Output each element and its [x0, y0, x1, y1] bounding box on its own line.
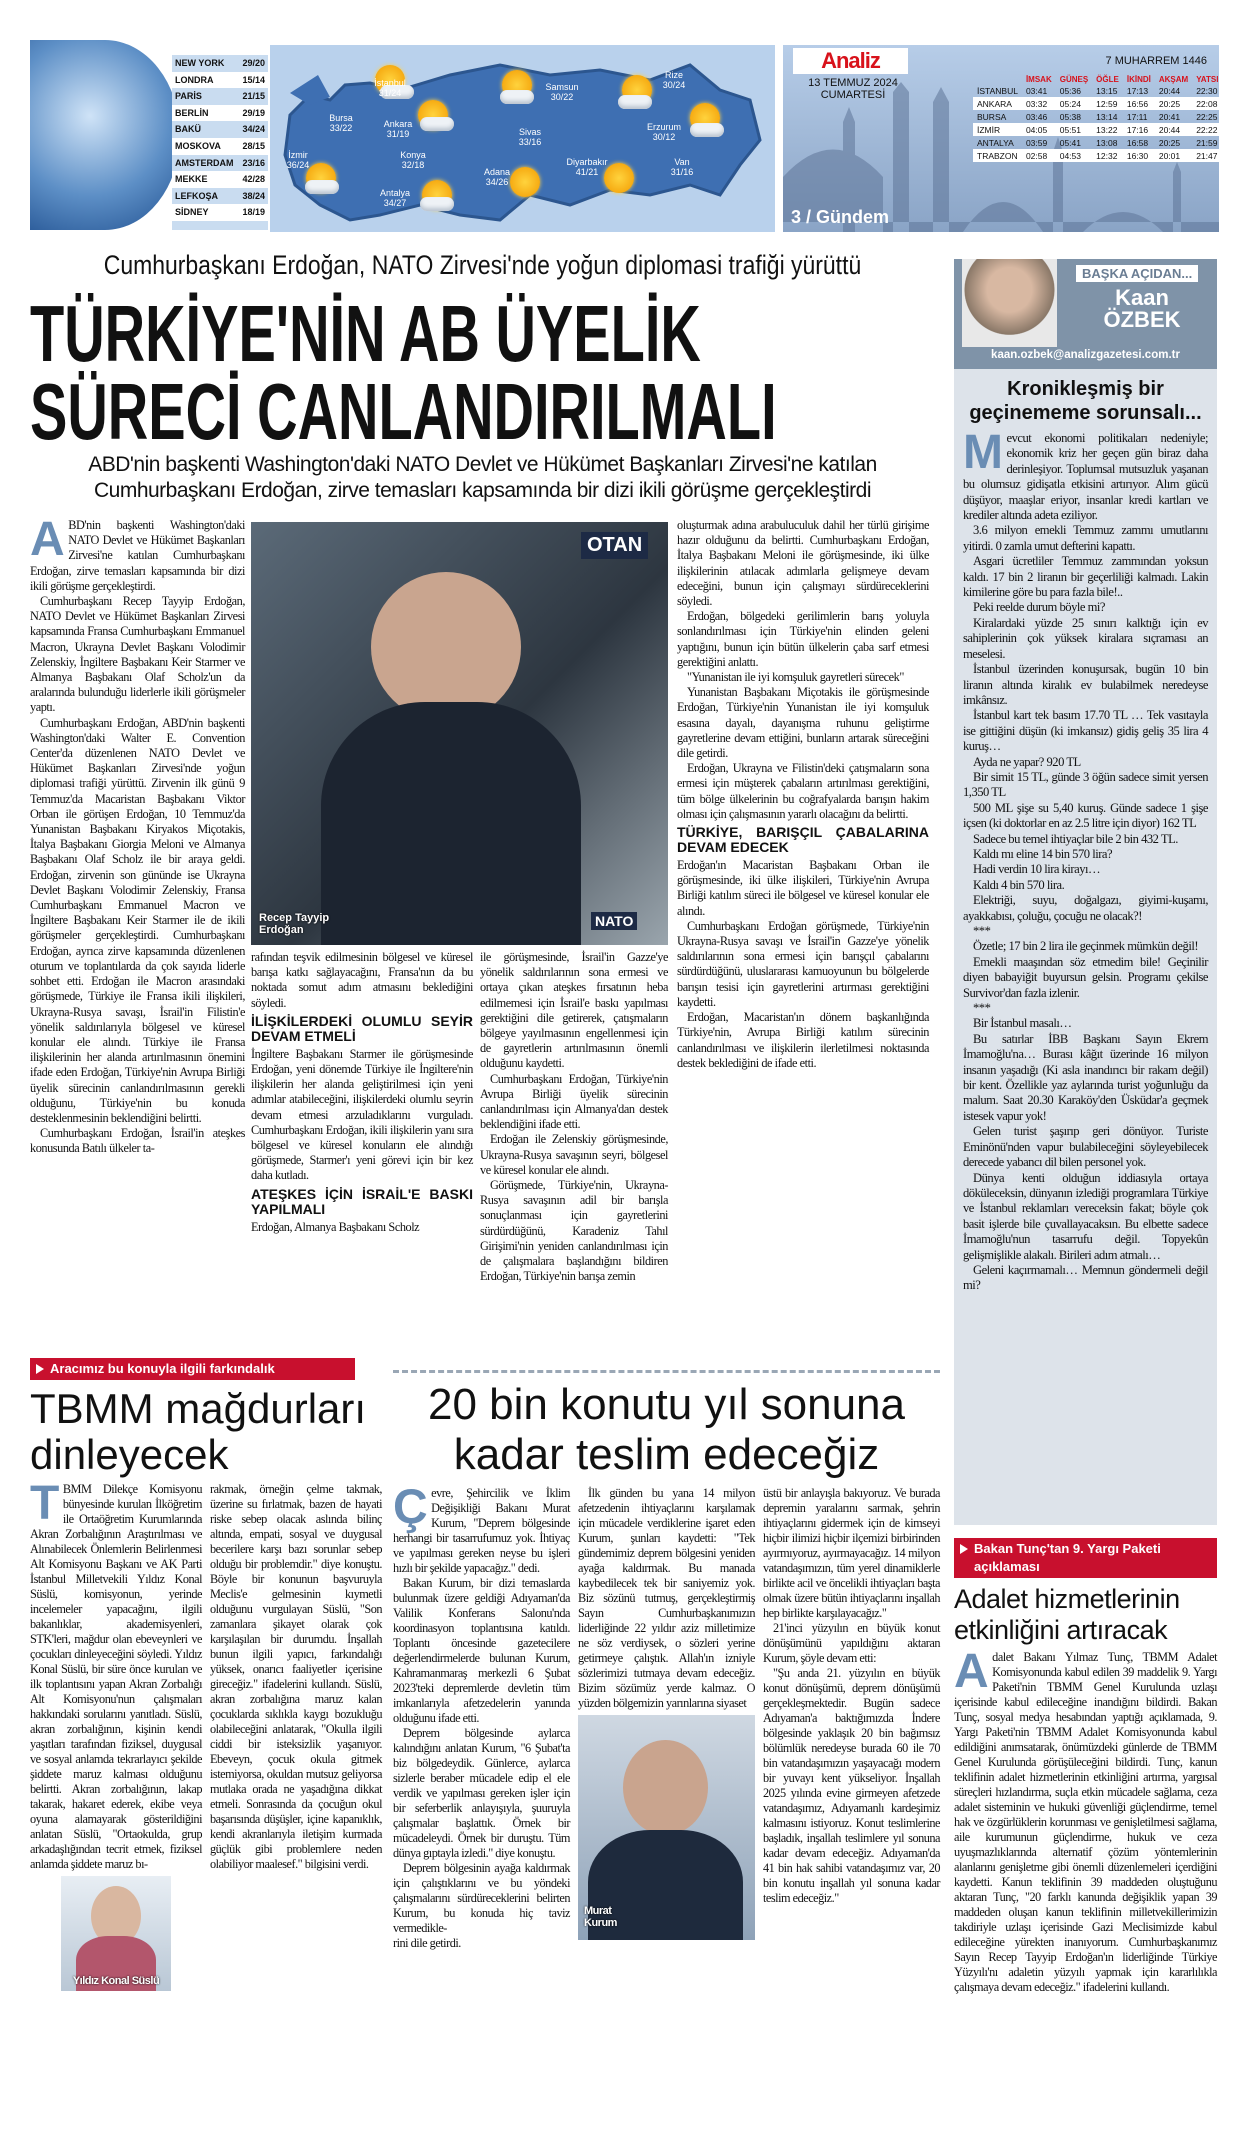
- prayer-row: [973, 136, 1219, 149]
- city-temp: 29/19: [242, 107, 265, 118]
- konut-headline: 20 bin konutu yıl sonuna kadar teslim edeceğiz: [427, 1380, 906, 1479]
- map-city-weather: [380, 188, 410, 208]
- tbmm-headline: TBMM mağdurları dinleyecek: [30, 1385, 367, 1478]
- prayer-time: 22:30: [1196, 85, 1218, 96]
- paragraph: 3.6 milyon emekli Temmuz zammı umutlarını yitirdi. 0 zamla umut defterini kapattı.: [963, 523, 1208, 553]
- nato-sign: NATO: [591, 912, 637, 930]
- date-text: 13 TEMMUZ 2024: [808, 77, 898, 89]
- cloud-icon: [618, 95, 652, 109]
- author-name: [1072, 287, 1212, 331]
- prayer-city: ANTALYA: [977, 137, 1014, 148]
- subheading: İLİŞKİLERDEKİ OLUMLU SEYİR DEVAM ETMELİ: [251, 1012, 473, 1044]
- city-temp: 31/24: [378, 88, 402, 98]
- tbmm-story: [30, 1358, 382, 1991]
- city-temp: 29/20: [242, 58, 265, 68]
- prayer-times-panel: [783, 45, 1219, 232]
- paragraph: oluşturmak adına arabuluculuk dahil her türlü girişime hazır olduğunu da belirtti. Cumhurbaşkanı Erdoğan, İtalya Başbakanı Meloni ile görüşmesinde, iki ülke ilişkilerinin atılacak adımlarla gelişmeye devam edeceğini, bunun için çalışmayı sürdüreceklerini söyledi.: [677, 518, 929, 609]
- prayer-header-row: [973, 75, 1219, 84]
- paragraph: Gelen turist şaşırıp geri dönüyor. Turiste Eminönü'nden vapur bulabileceğini söyleyebilecek derecede yabancı dil bilen personel yok.: [963, 1124, 1208, 1170]
- paragraph: Bir simit 15 TL, günde 3 öğün sadece simit yersen 1,350 TL: [963, 769, 1208, 800]
- prayer-time: 17:13: [1126, 85, 1149, 96]
- tbmm-kicker: Aracımız bu konuyla ilgili farkındalık: [30, 1358, 355, 1380]
- drop-cap: A: [954, 1645, 989, 1698]
- prayer-header: İKİNDİ: [1126, 75, 1151, 84]
- photo-caption: Recep Tayyip Erdoğan: [259, 912, 330, 936]
- map-city-weather: [671, 157, 694, 177]
- subheading: ATEŞKES İÇİN İSRAİL'E BASKI YAPILMALI: [251, 1185, 473, 1217]
- paragraph: Deprem bölgesinin ayağa kaldırmak için çalıştıklarını ve bu yöndeki çalışmalarını sürdüreceklerini belirten Kurum, bu konuda hiç taviz vermedikle-: [393, 1861, 570, 1935]
- prayer-time: 20:25: [1158, 137, 1181, 148]
- city-temp: 28/15: [242, 140, 265, 151]
- map-city-weather: [566, 157, 607, 177]
- city-temp: 34/26: [485, 177, 509, 187]
- city-temp: 30/22: [550, 92, 574, 102]
- paragraph: Erdoğan, Ukrayna ve Filistin'deki çatışmaların sona ermesi için müşterek çabaların artırılması gerektiğini, tüm bölge ülkelerinin bu coğrafyalarda barışın hakim olması için çalışmasının yararlı olacağını da belirtti.: [677, 761, 929, 821]
- paragraph: Kiralardaki yüzde 25 sınırı kalktığı için ev sahiplerinin çok yüksek kiralara sıçraması an meselesi.: [963, 615, 1208, 661]
- paragraph: 21'inci yüzyılın en büyük konut dönüşümünü yapıldığını aktaran Kurum, şöyle devam etti:: [763, 1621, 940, 1665]
- prayer-city: ANKARA: [973, 97, 1022, 110]
- city-temp: 36/24: [286, 160, 310, 170]
- prayer-time: 02:58: [1022, 149, 1056, 162]
- main-article-col2: [251, 950, 473, 1235]
- prayer-time: 21:47: [1192, 149, 1219, 162]
- issue-date: [803, 77, 903, 101]
- paragraph: İlk günden bu yana 14 milyon afetzedenin ihtiyaçlarını karşılamak için mücadele verdiklerine işaret eden Kurum, şunları kaydetti: "Tek gündemimiz deprem bölgesini yeniden ayağa kaldırmak. Bu manada kaybedilecek tek bir saniyemiz yok. Biz sözünü tutmuş, gerçekleştirmiş Sayın Cumhurbaşkanımızın liderliğinde 22 yıldır aziz milletimize ne söz verdiysek, o sözleri yerine getirmeye çalıştık. Allah'ın izniyle sözlerimizi tutmaya devam edeceğiz. Bizim sözümüz yerde kalmaz. O yüzden bölgemizin yarınlarına siyaset: [578, 1486, 755, 1710]
- prayer-time: 16:30: [1123, 149, 1155, 162]
- divider: [393, 1370, 940, 1373]
- prayer-time: 05:38: [1059, 111, 1081, 122]
- city-name: Bursa: [329, 113, 353, 123]
- prayer-time: 20:41: [1158, 111, 1181, 122]
- paragraph: Yunanistan Başbakanı Miçotakis ile görüşmesinde Erdoğan, Türkiye'nin Yunanistan ile iyi komşuluk esasına dayalı, dayanışma ruhunu geliştirme gayretlerine devam ettiğini, bunların artarak süreceğini dile getirdi.: [677, 685, 929, 761]
- world-city-row: [172, 55, 268, 72]
- prayer-time: 05:51: [1056, 123, 1092, 136]
- city-temp: 42/28: [242, 174, 265, 185]
- city-temp: 30/12: [652, 132, 676, 142]
- cloud-icon: [420, 117, 454, 131]
- paragraph: evre, Şehircilik ve İklim Değişikliği Bakanı Murat Kurum, "Deprem bölgesinde herhangi bir tasarrufumuz yok. İhtiyaç ve yapılması gereken neyse bu işleri hızlı bir şekilde yapacağız." dedi.: [393, 1486, 570, 1575]
- city-name: Antalya: [379, 188, 411, 198]
- city-name: LONDRA: [175, 74, 214, 85]
- city-name: Diyarbakır: [566, 157, 608, 167]
- prayer-row: [973, 149, 1219, 162]
- kurum-photo: [578, 1715, 755, 1940]
- world-city-row: [172, 188, 268, 205]
- paragraph: İstanbul kart tek basım 17.70 TL … Tek vasıtayla ise gittiğini düşün (ki imkansız) gidiş geliş 35 lira 4 kuruş…: [963, 708, 1208, 754]
- paragraph: Kaldı mı eline 14 bin 570 lira?: [973, 846, 1113, 861]
- turkey-weather-map: [270, 45, 775, 232]
- main-article-col3: [480, 950, 668, 1284]
- paragraph: Cumhurbaşkanı Recep Tayyip Erdoğan, NATO Devlet ve Hükümet Başkanları Zirvesi kapsamında Fransa Cumhurbaşkanı Emmanuel Macron, Ukrayna Devlet Başkanı Volodimir Zelenskiy, İngiltere Başbakanı Keir Starmer ve Almanya Başbakanı Olaf Scholz'un da aralarında bulunduğu liderlerle ikili görüşmeler yaptı.: [30, 594, 245, 715]
- paragraph: ile görüşmesinde, İsrail'in Gazze'ye yönelik saldırılarının sona ermesi ve ortaya çıkan ateşkes fırsatının heba edilmemesi için İsrail'e baskı yapılması gerektiğini dile getirerek, çatışmaların bölgeye yayılmasının engellenmesi için de gayretlerin artırılmasının önemli olduğunu kaydetti.: [480, 950, 668, 1071]
- konut-body: [393, 1481, 940, 1951]
- city-temp: 31/16: [670, 167, 694, 177]
- prayer-city: İZMİR: [973, 123, 1022, 136]
- prayer-header: İMSAK: [1025, 75, 1052, 84]
- globe-image: [30, 40, 180, 230]
- page-section-label: 3 / Gündem: [791, 207, 890, 227]
- prayer-time: 12:59: [1092, 97, 1123, 110]
- prayer-time: 04:53: [1056, 149, 1092, 162]
- prayer-header: ÖĞLE: [1096, 75, 1119, 84]
- prayer-time: 03:32: [1022, 97, 1056, 110]
- prayer-time: 16:56: [1123, 97, 1155, 110]
- city-name: Samsun: [545, 82, 579, 92]
- prayer-header: GÜNEŞ: [1059, 75, 1089, 84]
- paragraph: "Şu anda 21. yüzyılın en büyük konut dönüşümü, deprem dönüşümü gerçekleşmektedir. Bugün sadece Adıyaman'a baktığımızda İndere bölgesinde yaklaşık 20 bin bağımsız bölümlük neredeyse burada 60 ile 70 bin vatandaşımızın yaşayacağı modern bir yuvayı kent yükseliyor. İnşallah 2025 yılında evine girmeyen afetzede vatandaşımız, Adıyamanlı kardeşimiz kalmasını istiyoruz. Konut teslimlerine başladık, inşallah teslimlere yıl sonuna kadar devam edeceğiz. Adıyaman'da 41 bin hak sahibi vatandaşımız var, 20 bin konutu inşallah yıl sonuna kadar teslim edeceğiz.": [763, 1666, 940, 1905]
- map-city-weather: [287, 150, 310, 170]
- sun-icon: [510, 167, 540, 197]
- tbmm-body: [30, 1477, 382, 1991]
- paragraph: Erdoğan, Almanya Başbakanı Scholz: [251, 1219, 420, 1234]
- paragraph: Erdoğan ile Zelenskiy görüşmesinde, Ukrayna-Rusya savaşının seyri, bölgesel ve küresel konular ele alındı.: [480, 1132, 668, 1177]
- suslu-photo: [61, 1876, 171, 1991]
- author-last-name: ÖZBEK: [1103, 307, 1181, 332]
- sun-icon: [604, 163, 634, 193]
- paragraph: Dünya kenti olduğun iddiasıyla ortaya döküleceksin, dünyanın izlediği programlara Türkiye ve İstanbul reklamları vereceksin fakat; böyle çok basit işlerde bile çuvallayacaksın. Bu elbette sadece İmamoğlu'nun tasarrufu değil. Topyekûn gelişmişlikle alakalı. Birileri adım atmalı…: [963, 1170, 1208, 1262]
- main-headline-line1: TÜRKİYE'NİN AB ÜYELİK: [30, 289, 701, 378]
- photo-caption: Yıldız Konal Süslü: [72, 1975, 160, 1987]
- paragraph: Elektriği, suyu, doğalgazı, giyimi-kuşamı, ayakkabısı, çoluğu, çocuğu ne olacak?!: [963, 893, 1208, 923]
- city-name: İstanbul: [374, 78, 406, 88]
- paragraph: ***: [973, 1001, 991, 1016]
- prayer-time: 17:16: [1123, 123, 1155, 136]
- paragraph: Cumhurbaşkanı Erdoğan, İsrail'in ateşkes konusunda Batılı ülkeler ta-: [30, 1126, 245, 1156]
- map-city-weather: [384, 119, 413, 139]
- prayer-time: 12:32: [1092, 149, 1123, 162]
- drop-cap: A: [30, 513, 65, 566]
- city-temp: 32/18: [401, 160, 425, 170]
- prayer-header: AKŞAM: [1158, 75, 1189, 84]
- hijri-date: 7 MUHARREM 1446: [1105, 55, 1207, 67]
- city-name: Van: [674, 157, 690, 167]
- city-temp: 33/16: [518, 137, 542, 147]
- city-name: LEFKOŞA: [175, 190, 219, 201]
- paragraph: Sadece bu temel ihtiyaçlar bile 2 bin 432 TL.: [973, 831, 1178, 846]
- prayer-time: 03:41: [1025, 85, 1048, 96]
- map-city-weather: [545, 82, 578, 102]
- prayer-row: [973, 84, 1219, 97]
- cloud-icon: [305, 180, 339, 194]
- city-name: İzmir: [288, 150, 308, 160]
- opinion-column: [954, 259, 1217, 1525]
- prayer-time: 03:59: [1025, 137, 1048, 148]
- cloud-icon: [420, 197, 454, 211]
- world-city-row: [172, 121, 268, 138]
- prayer-header: YATSI: [1196, 75, 1219, 84]
- map-city-weather: [374, 78, 406, 98]
- city-temp: 15/14: [242, 74, 265, 85]
- paragraph: üstü bir anlayışla bakıyoruz. Ve burada depremin yaralarını sarmak, şehrin ihtiyaçlarını gidermek için de kimseyi hiçbir ilimizi hiçbir ilçemizi birbirinden ayırmıyoruz, ayırmayacağız. 14 milyon vatandaşımızın, tüm yerel dinamiklerle birlikte acil ve öncelikli ihtiyaçları başta olmak üzere bütün ihtiyaçlarını inşallah hep birlikte karşılayacağız.": [763, 1486, 940, 1620]
- day-text: CUMARTESİ: [820, 89, 886, 101]
- world-city-row: [172, 105, 268, 122]
- adalet-kicker: Bakan Tunç'tan 9. Yargı Paketi açıklaması: [954, 1538, 1217, 1578]
- paragraph: Erdoğan'ın Macaristan Başbakanı Orban ile görüşmesinde, iki ülke ilişkileri, Türkiye'nin Avrupa Birliği katılım süreci ile bölgesel ve küresel konular ele alındı.: [677, 858, 929, 918]
- paragraph: BMM Dilekçe Komisyonu bünyesinde kurulan İlköğretim ile Ortaöğretim Kurumlarında Akran Zorbalığının Araştırılması ve Alınabilecek Önlemlerin Belirlenmesi Alt Komisyonu Başkanı ve AK Parti İstanbul Milletvekili Yıldız Konal Süslü, komisyonun, yerinde incelemeler yapacağını, ilgili bakanlıklar, akademisyenleri, STK'leri, mağdur olan ebeveynleri ve çocukları dinleyeceğini söyledi. Yıldız Konal Süslü, bir süre önce kurulan ve ilk toplantısını yapan Akran Zorbalığı Alt Komisyonu'nun çalışmaları hakkındaki sorularını yanıtladı. Süslü, akran zorbalığının, kişinin kendi yaşıtları tarafından fiziksel, duygusal ve sosyal anlamda tekrarlayıcı şekilde şiddete maruz kalması olduğunu belirtti. Akran zorbalığının, lakap takarak, hakaret ederek, ekibe veya oyuna alamayarak gösterildiğini anlatan Süslü, "Ortaokulda, grup arkadaşlığından tecrit etmek, fiziksel anlamda şiddete maruz bı-: [30, 1482, 202, 1871]
- city-name: AMSTERDAM: [175, 157, 234, 168]
- prayer-time: 16:58: [1126, 137, 1149, 148]
- prayer-time: 20:44: [1158, 85, 1181, 96]
- author-first-name: Kaan: [1115, 285, 1169, 310]
- world-city-row: [172, 171, 268, 188]
- world-city-row: [172, 72, 268, 89]
- subheading: TÜRKİYE, BARIŞÇIL ÇABALARINA DEVAM EDECEK: [677, 824, 929, 856]
- cloud-icon: [690, 123, 724, 137]
- erdogan-photo: [251, 522, 668, 945]
- map-city-weather: [484, 167, 510, 187]
- prayer-time: 13:15: [1096, 85, 1118, 96]
- paragraph: dalet Bakanı Yılmaz Tunç, TBMM Adalet Komisyonunda kabul edilen 39 maddelik 9. Yargı Paketi'nin TBMM Genel Kurulunda uzlaşı içerisinde kabul edileceğine inandığını bildirdi. Bakan Tunç, sosyal medya hesabından yaptığı açıklamada, 9. Yargı Paketi'nin TBMM Adalet Komisyonunda kabul edildiğini anımsatarak, önümüzdeki günlerde de TBMM Genel Kurulunda görüşüleceğini bildirdi. Tunç, kanun teklifinin adalet hizmetlerinin etkinliğini artırma, yargısal süreçleri hızlandırma, suçla etkin mücadele sağlama, ceza adalet sisteminin ve hukuki güvenliği güçlendirme, temel hak ve özgürlüklerin korunması ve genişletilmesi sağlama, aile kurumunun güçlendirme, hukuk ve ceza uyuşmazlıklarında alternatif çözüm yöntemlerinin alanlarını genişletme gibi önemli düzenlemeleri içerdiğini kaydetti. Kanun teklifinin 39 maddeden oluştuğunu aktaran Tunç, "20 farklı kanunda değişiklik yapan 39 maddeden oluşan kanun teklifinin milletvekillerimizin takdiriyle uzlaşı içerisinde Gazi Meclisimizde kabul edileceğine yürekten inanıyorum. Cumhurbaşkanımız Sayın Recep Tayyip Erdoğan'ın liderliğinde Türkiye Yüzyılı'nı adaletin yüzyılı yapmak için kararlılıkla çalışmaya devam edeceğiz." ifadelerini kullandı.: [954, 1650, 1217, 1994]
- city-temp: 34/24: [242, 124, 265, 135]
- paragraph: İngiltere Başbakanı Starmer ile görüşmesinde Erdoğan, yeni dönemde Türkiye ile İngiltere'nin ilişkilerin her alanda geliştirilmesi için yeni adımlar atabileceğini, ilişkilerdeki olumlu seyrin devam etmesi arzuladıklarını vurguladı. Cumhurbaşkanı Erdoğan, ikili ilişkilerin yanı sıra bölgesel ve küresel konuların ele alındığı görüşmede, Starmer'ı yeni görevi için bir kez daha kutladı.: [251, 1046, 473, 1183]
- world-weather-list: [172, 55, 268, 230]
- city-temp: 23/16: [242, 157, 265, 168]
- paragraph: rafından teşvik edilmesinin bölgesel ve küresel barışa katkı sağlayacağını, Fransa'nın da bu noktada somut adım atmasını beklediğini söyledi.: [251, 950, 473, 1010]
- city-name: BAKÜ: [175, 124, 201, 135]
- author-email[interactable]: kaan.ozbek@analizgazetesi.com.tr: [991, 349, 1180, 361]
- paragraph: rakmak, örneğin çelme takmak, üzerine su fırlatmak, bazen de hayati riske sebep olacak aslında bilinç altında, empati, sosyal ve duygusal becerilere karşı bazı sorunlar sebep olduğu bir problemdir." diye konuştu. Böyle bir konunun başvuruyla Meclis'e gelmesinin kıymetli olduğunu vurgulayan Süslü, "Son zamanlara şikayet olarak çok karşılaşılan bir durumdu. İnşallah bunun ilgili yapıcı, farkındalığı yüksek, onarıcı faaliyetler içerisine gireceğiz." ifadelerini kullandı. Süslü, akran zorbalığına maruz kalan çocuklarda sıklıkla kaygı bozukluğu olabileceğini anlatarak, "Okulla ilgili ciddi bir isteksizlik yaşanıyor. Ebeveyn, çocuk okula gitmek istemiyorsa, okuldan mutsuz geliyorsa mutlaka orada ne yaşadığına dikkat etmeli. Sonrasında da çocuğun okul başarısında düşüşler, içine kapanıklık, kendi akranlarıyla iletişim kurmada güçlük gibi problemlere neden olabiliyor maalesef." bilgisini verdi.: [210, 1482, 382, 1871]
- world-city-row: [172, 155, 268, 172]
- paragraph: Özetle; 17 bin 2 lira ile geçinmek mümkün değil!: [973, 939, 1199, 954]
- prayer-city: İSTANBUL: [977, 85, 1018, 96]
- analiz-logo[interactable]: Analiz: [793, 48, 908, 74]
- prayer-time: 04:05: [1022, 123, 1056, 136]
- prayer-time: 20:44: [1155, 123, 1192, 136]
- adalet-body: [954, 1645, 1217, 1995]
- map-city-weather: [519, 127, 542, 147]
- prayer-times-table: [973, 75, 1219, 162]
- world-city-row: [172, 88, 268, 105]
- paragraph: Cumhurbaşkanı Erdoğan, Türkiye'nin Avrupa Birliği üyelik sürecinin canlandırılması için Almanya'dan destek beklendiğini ifade etti.: [480, 1071, 668, 1132]
- person-suit: [321, 702, 581, 945]
- map-city-weather: [400, 150, 426, 170]
- prayer-time: 13:14: [1096, 111, 1118, 122]
- prayer-time: 21:59: [1196, 137, 1218, 148]
- city-name: MEKKE: [175, 174, 208, 185]
- city-temp: 38/24: [242, 190, 265, 201]
- city-name: NEW YORK: [175, 58, 225, 68]
- paragraph: Deprem bölgesinde aylarca kalındığını anlatan Kurum, "6 Şubat'ta biz bölgedeydik. Günlerce, aylarca sizlerle beraber mücadele edip el ele verdik ve yapılması gereken işler için bir seferberlik anlayışıyla, şuuruyla çalışmalar başlattık. Örnek bir mücadeleydi. Örnek bir duruştu. Tüm dünya gıptayla izledi." diye konuştu.: [393, 1726, 570, 1860]
- city-name: Sivas: [518, 127, 541, 137]
- paragraph: Bir İstanbul masalı…: [973, 1016, 1072, 1031]
- main-kicker: Cumhurbaşkanı Erdoğan, NATO Zirvesi'nde yoğun diplomasi trafiği yürüttü: [103, 250, 862, 280]
- prayer-time: 20:25: [1155, 97, 1192, 110]
- city-temp: 18/19: [242, 207, 265, 218]
- city-name: Konya: [400, 150, 426, 160]
- photo-caption: Murat Kurum: [584, 1905, 617, 1929]
- map-city-weather: [647, 122, 681, 142]
- city-temp: 30/24: [662, 80, 686, 90]
- world-city-row: [172, 204, 268, 221]
- konut-story: [393, 1380, 940, 1951]
- city-temp: 21/15: [242, 91, 265, 102]
- prayer-row: [973, 110, 1219, 123]
- map-city-weather: [329, 113, 353, 133]
- paragraph: Erdoğan, Macaristan'ın dönem başkanlığında Türkiye'nin, Avrupa Birliği katılım sürecinin canlandırılması ve ilişkilerin ilerletilmesi noktasında destek beklediğini de ifade etti.: [677, 1010, 929, 1070]
- city-temp: 41/21: [575, 167, 599, 177]
- drop-cap: T: [30, 1477, 59, 1530]
- city-name: Adana: [483, 167, 511, 177]
- city-temp: 31/19: [386, 129, 410, 139]
- prayer-time: 13:08: [1096, 137, 1118, 148]
- paragraph: Cumhurbaşkanı Erdoğan görüşmede, Türkiye'nin Ukrayna-Rusya savaşı ve İsrail'in Gazze'ye yönelik saldırılarının sona ermesi için barışçıl çabalarını sürdürdüğünü, uluslararası kamuoyunun bu bölgelerde barışın tesisi için gayretlerini artırması gerektiğini kaydetti.: [677, 918, 929, 1009]
- paragraph: Cumhurbaşkanı Erdoğan, ABD'nin başkenti Washington'daki Walter E. Convention Center'da düzenlenen NATO Devlet ve Hükümet Başkanları Zirvesi'nde yoğun diplomasi trafiği yürüttü. Zirvenin ilk günü 9 Temmuz'da Macaristan Başbakanı Viktor Orban ile görüşen Erdoğan, 10 Temmuz'da Yunanistan Başbakanı Kiryakos Miçotakis, İtalya Başbakanı Giorgia Meloni ve Almanya Başbakanı Olaf Scholz ile bir araya geldi. Erdoğan, zirvenin son gününde ise Ukrayna Devlet Başkanı Volodimir Zelenskiy, Fransa Cumhurbaşkanı Emmanuel Macron ve İngiltere Başbakanı Keir Starmer ile de ikili görüşmeler gerçekleştirdi. Cumhurbaşkanı Erdoğan, ayrıca zirve kapsamında düzenlenen oturum ve toplantılarda da çok sayıda liderle sohbet etti. Erdoğan ile Macron arasındaki görüşmede, Türkiye ile Fransa ikili ilişkileri, Ukrayna-Rusya savaşı, İsrail'in Filistin'e yönelik saldırılarıyla bölgesel ve küresel konular ele alındı. Türkiye ile Fransa ilişkilerinin her alanda artırılmasının önemini ifade eden Erdoğan, Türkiye'nin Avrupa Birliği üyelik sürecinin canlandırılmasının gerekli olduğunu, Türkiye'nin bu konuda desteklenmesinin beklendiğini belirtti.: [30, 715, 245, 1125]
- drop-cap: M: [963, 426, 1003, 479]
- person-face: [371, 572, 521, 722]
- column-label: BAŞKA AÇIDAN...: [1076, 265, 1198, 282]
- city-name: PARİS: [175, 91, 202, 102]
- prayer-time: 22:08: [1192, 97, 1219, 110]
- main-article-col1: [30, 513, 245, 1157]
- column-body: [963, 426, 1208, 1294]
- paragraph: Hadi verdin 10 lira kirayı…: [973, 862, 1101, 877]
- paragraph: Geleni kaçırmamalı… Memnun göndermeli değil mi?: [963, 1262, 1208, 1293]
- otan-sign: OTAN: [581, 532, 648, 559]
- paragraph: evcut ekonomi politikaları nedeniyle; ekonomik kriz her geçen gün biraz daha derinleşiyor. Toplumsal mutsuzluk yaşanan bu olumsuz gidişatla etkisini artırıyor. Alım gücü düşüyor, maaşlar eriyor, insanlar kredi kartları ve krediler altında adeta eziliyor.: [963, 431, 1208, 523]
- world-city-row: [172, 138, 268, 155]
- person-face: [623, 1740, 708, 1835]
- paragraph: Kaldı 4 bin 570 lira.: [973, 877, 1065, 892]
- cloud-icon: [500, 90, 534, 104]
- main-article-col4: [677, 518, 929, 1071]
- column-title: Kronikleşmiş bir geçinememe sorunsalı...: [969, 378, 1202, 424]
- paragraph: 500 ML şişe su 5,40 kuruş. Günde sadece 1 şişe içsen (ki doktorlar en az 2.5 litre için diyor) 162 TL: [963, 800, 1208, 831]
- prayer-time: 17:11: [1126, 111, 1148, 122]
- prayer-time: 13:22: [1092, 123, 1123, 136]
- prayer-time: 22:22: [1192, 123, 1219, 136]
- paragraph: Erdoğan, bölgedeki gerilimlerin barış yoluyla sonlandırılması için Türkiye'nin elinden geleni yaptığını, bunun için bütün ülkelerin çaba sarf etmesi gerektiğini anlattı.: [677, 609, 929, 669]
- paragraph: Ayda ne yapar? 920 TL: [973, 754, 1081, 769]
- prayer-time: 22:25: [1196, 111, 1218, 122]
- main-deck: ABD'nin başkenti Washington'daki NATO Devlet ve Hükümet Başkanları Zirvesi'ne katılan Cumhurbaşkanı Erdoğan, zirve temasları kapsamında bir dizi ikili görüşme gerçekleştirdi: [88, 453, 877, 502]
- paragraph: ***: [973, 924, 991, 938]
- prayer-time: 05:36: [1059, 85, 1081, 96]
- city-name: Rize: [664, 70, 683, 80]
- city-name: MOSKOVA: [175, 140, 221, 151]
- prayer-time: 05:41: [1059, 137, 1081, 148]
- author-photo: [962, 259, 1057, 347]
- prayer-city: TRABZON: [973, 149, 1022, 162]
- city-temp: 33/22: [329, 123, 353, 133]
- paragraph: Asgari ücretliler Temmuz zammından yoksun kaldı. 17 bin 2 liranın bir geçerliliği kalmadı. Lakin kimilerine göre bu para fazla bile!..: [963, 554, 1208, 600]
- paragraph: Emekli maaşından söz etmedim bile! Geçinilir diyen babayiğit buyursun gelsin. Programı çekilse Survivor'dan fazla izlenir.: [963, 954, 1208, 1000]
- prayer-time: 20:01: [1155, 149, 1192, 162]
- adalet-story: [954, 1538, 1217, 1995]
- city-name: Ankara: [383, 119, 413, 129]
- city-temp: 34/27: [383, 198, 407, 208]
- map-city-weather: [663, 70, 686, 90]
- city-name: BERLİN: [175, 107, 209, 118]
- paragraph: rini dile getirdi.: [393, 1936, 461, 1950]
- author-box: [954, 259, 1217, 369]
- adalet-headline: Adalet hizmetlerinin etkinliğini artıracak: [954, 1584, 1180, 1645]
- city-name: Erzurum: [646, 122, 682, 132]
- prayer-row: [973, 123, 1219, 136]
- paragraph: Bu satırlar İBB Başkanı Sayın Ekrem İmamoğlu'na… Burası kâğıt üzerinde 16 milyon insanın yaşadığı (Ki asla inandırıcı bir rakam değil) bir kent. Özellikle yaz aylarında turist yoğunluğu da malum. Saat 20.30 Karaköy'den Üsküdar'a geçmek istesek vapur yok!: [963, 1031, 1208, 1123]
- city-name: SİDNEY: [175, 207, 209, 218]
- paragraph: "Yunanistan ile iyi komşuluk gayretleri sürecek": [687, 670, 904, 685]
- paragraph: Bakan Kurum, bir dizi temaslarda bulunmak üzere geldiği Adıyaman'da Valilik Konferans Salonu'nda koordinasyon toplantısına katıldı. Toplantı öncesinde gazetecilere değerlendirmelerde bulunan Kurum, Kahramanmaraş merkezli 6 Şubat 2023'teki depremlerde devletin tüm imkanlarıyla afetzedelerin yanında olduğunu ifade etti.: [393, 1576, 570, 1725]
- drop-cap: Ç: [393, 1481, 428, 1534]
- prayer-time: 03:46: [1025, 111, 1048, 122]
- paragraph: İstanbul üzerinden konuşursak, bugün 10 bin liranın altında kiralık ev bulabilmek neredeyse imkânsız.: [963, 662, 1208, 707]
- paragraph: Peki reelde durum böyle mi?: [973, 600, 1105, 615]
- main-headline-line2: SÜRECİ CANLANDIRILMALI: [30, 367, 777, 456]
- prayer-city: BURSA: [977, 111, 1007, 122]
- paragraph: Görüşmede, Türkiye'nin, Ukrayna-Rusya savaşının adil bir barışla sonuçlanması için gayretlerini sürdürdüğünü, Karadeniz Tahıl Girişimi'nin yeniden canlandırılması için de çalışmalara başlandığını bildiren Erdoğan, Türkiye'nin barışa zemin: [480, 1178, 668, 1284]
- prayer-time: 05:24: [1056, 97, 1092, 110]
- paragraph: BD'nin başkenti Washington'daki NATO Devlet ve Hükümet Başkanları Zirvesi'ne katılan Cumhurbaşkanı Erdoğan, zirve temasları kapsamında bir dizi ikili görüşme gerçekleştirdi.: [30, 518, 245, 593]
- prayer-row: [973, 97, 1219, 110]
